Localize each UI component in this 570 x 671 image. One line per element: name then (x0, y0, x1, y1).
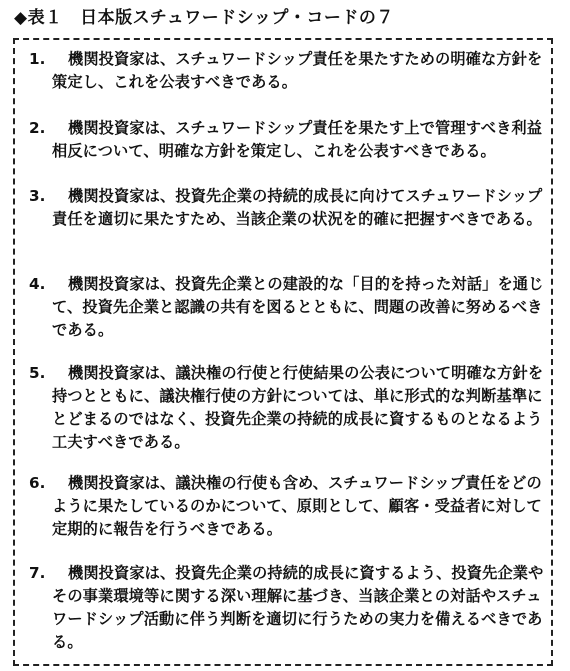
principle-item-3 (23, 185, 553, 231)
principle-item-6 (23, 472, 553, 541)
principle-number: 4. (29, 275, 46, 293)
principle-number: 3. (29, 187, 46, 205)
principle-item-2 (23, 117, 553, 163)
principle-item-4 (23, 273, 553, 342)
principles-box (13, 38, 553, 666)
principle-number: 1. (29, 50, 46, 68)
principle-number: 7. (29, 564, 46, 582)
principle-number: 6. (29, 474, 46, 492)
principle-item-5 (23, 362, 553, 454)
principle-text: 機関投資家は、スチュワードシップ責任を果たすための明確な方針を策定し、これを公表すべきである。 (52, 50, 543, 91)
principle-item-7 (23, 562, 553, 654)
principle-number: 2. (29, 119, 46, 137)
principle-number: 5. (29, 364, 46, 382)
principle-text: 機関投資家は、議決権の行使も含め、スチュワードシップ責任をどのように果たしているのかについて、原則として、顧客・受益者に対して定期的に報告を行うべきである。 (52, 474, 542, 538)
document-title: ◆表１ 日本版スチュワードシップ・コードの７ (14, 8, 394, 28)
principle-text: 機関投資家は、投資先企業の持続的成長に向けてスチュワードシップ責任を適切に果たすため、当該企業の状況を的確に把握すべきである。 (52, 187, 543, 228)
principle-text: 機関投資家は、投資先企業の持続的成長に資するよう、投資先企業やその事業環境等に関する深い理解に基づき、当該企業との対話やスチュワードシップ活動に伴う判断を適切に行うための実力を備えるべきである。 (52, 564, 544, 651)
principle-text: 機関投資家は、投資先企業との建設的な「目的を持った対話」を通じて、投資先企業と認識の共有を図るとともに、問題の改善に努めるべきである。 (52, 275, 544, 339)
principle-item-1 (23, 48, 553, 94)
principle-text: 機関投資家は、議決権の行使と行使結果の公表について明確な方針を持つとともに、議決権行使の方針については、単に形式的な判断基準にとどまるのではなく、投資先企業の持続的成長に資するものとなるよう工夫すべきである。 (52, 364, 544, 451)
principle-text: 機関投資家は、スチュワードシップ責任を果たす上で管理すべき利益相反について、明確な方針を策定し、これを公表すべきである。 (52, 119, 543, 160)
